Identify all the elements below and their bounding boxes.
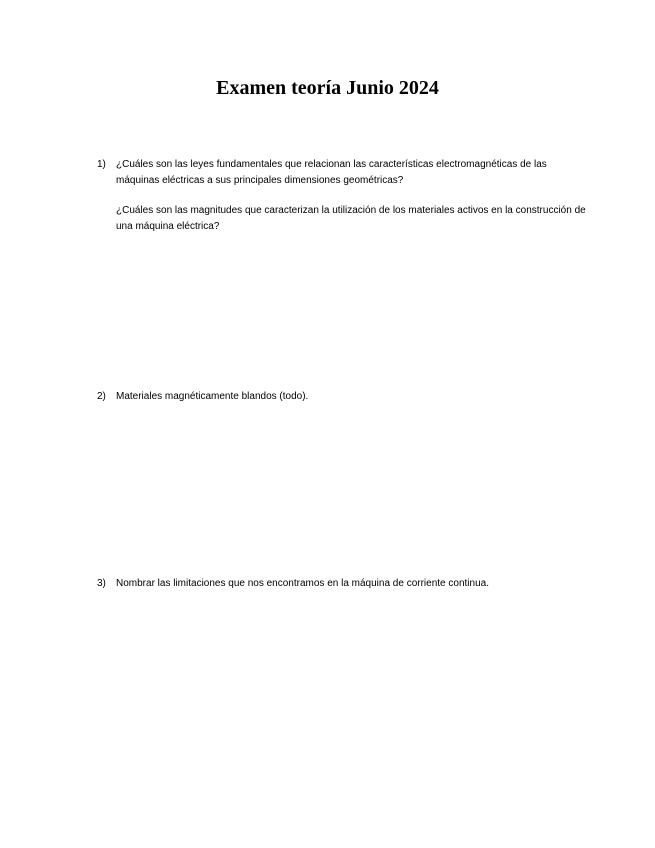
question-3: [97, 576, 587, 592]
question-2: [97, 389, 587, 405]
question-number: 1): [97, 159, 106, 170]
page-title: Examen teoría Junio 2024: [216, 77, 439, 99]
question-text: ¿Cuáles son las leyes fundamentales que relacionan las características electromagnéticas de las máquinas eléctricas a sus principales dimensiones geométricas?: [116, 159, 547, 186]
question-text: Nombrar las limitaciones que nos encontramos en la máquina de corriente continua.: [116, 578, 489, 589]
question-1: [97, 157, 587, 235]
question-number: 2): [97, 391, 106, 402]
question-number: 3): [97, 578, 106, 589]
question-text: Materiales magnéticamente blandos (todo).: [116, 391, 309, 402]
question-text: ¿Cuáles son las magnitudes que caracterizan la utilización de los materiales activos en la construcción de una máquina eléctrica?: [116, 205, 586, 232]
